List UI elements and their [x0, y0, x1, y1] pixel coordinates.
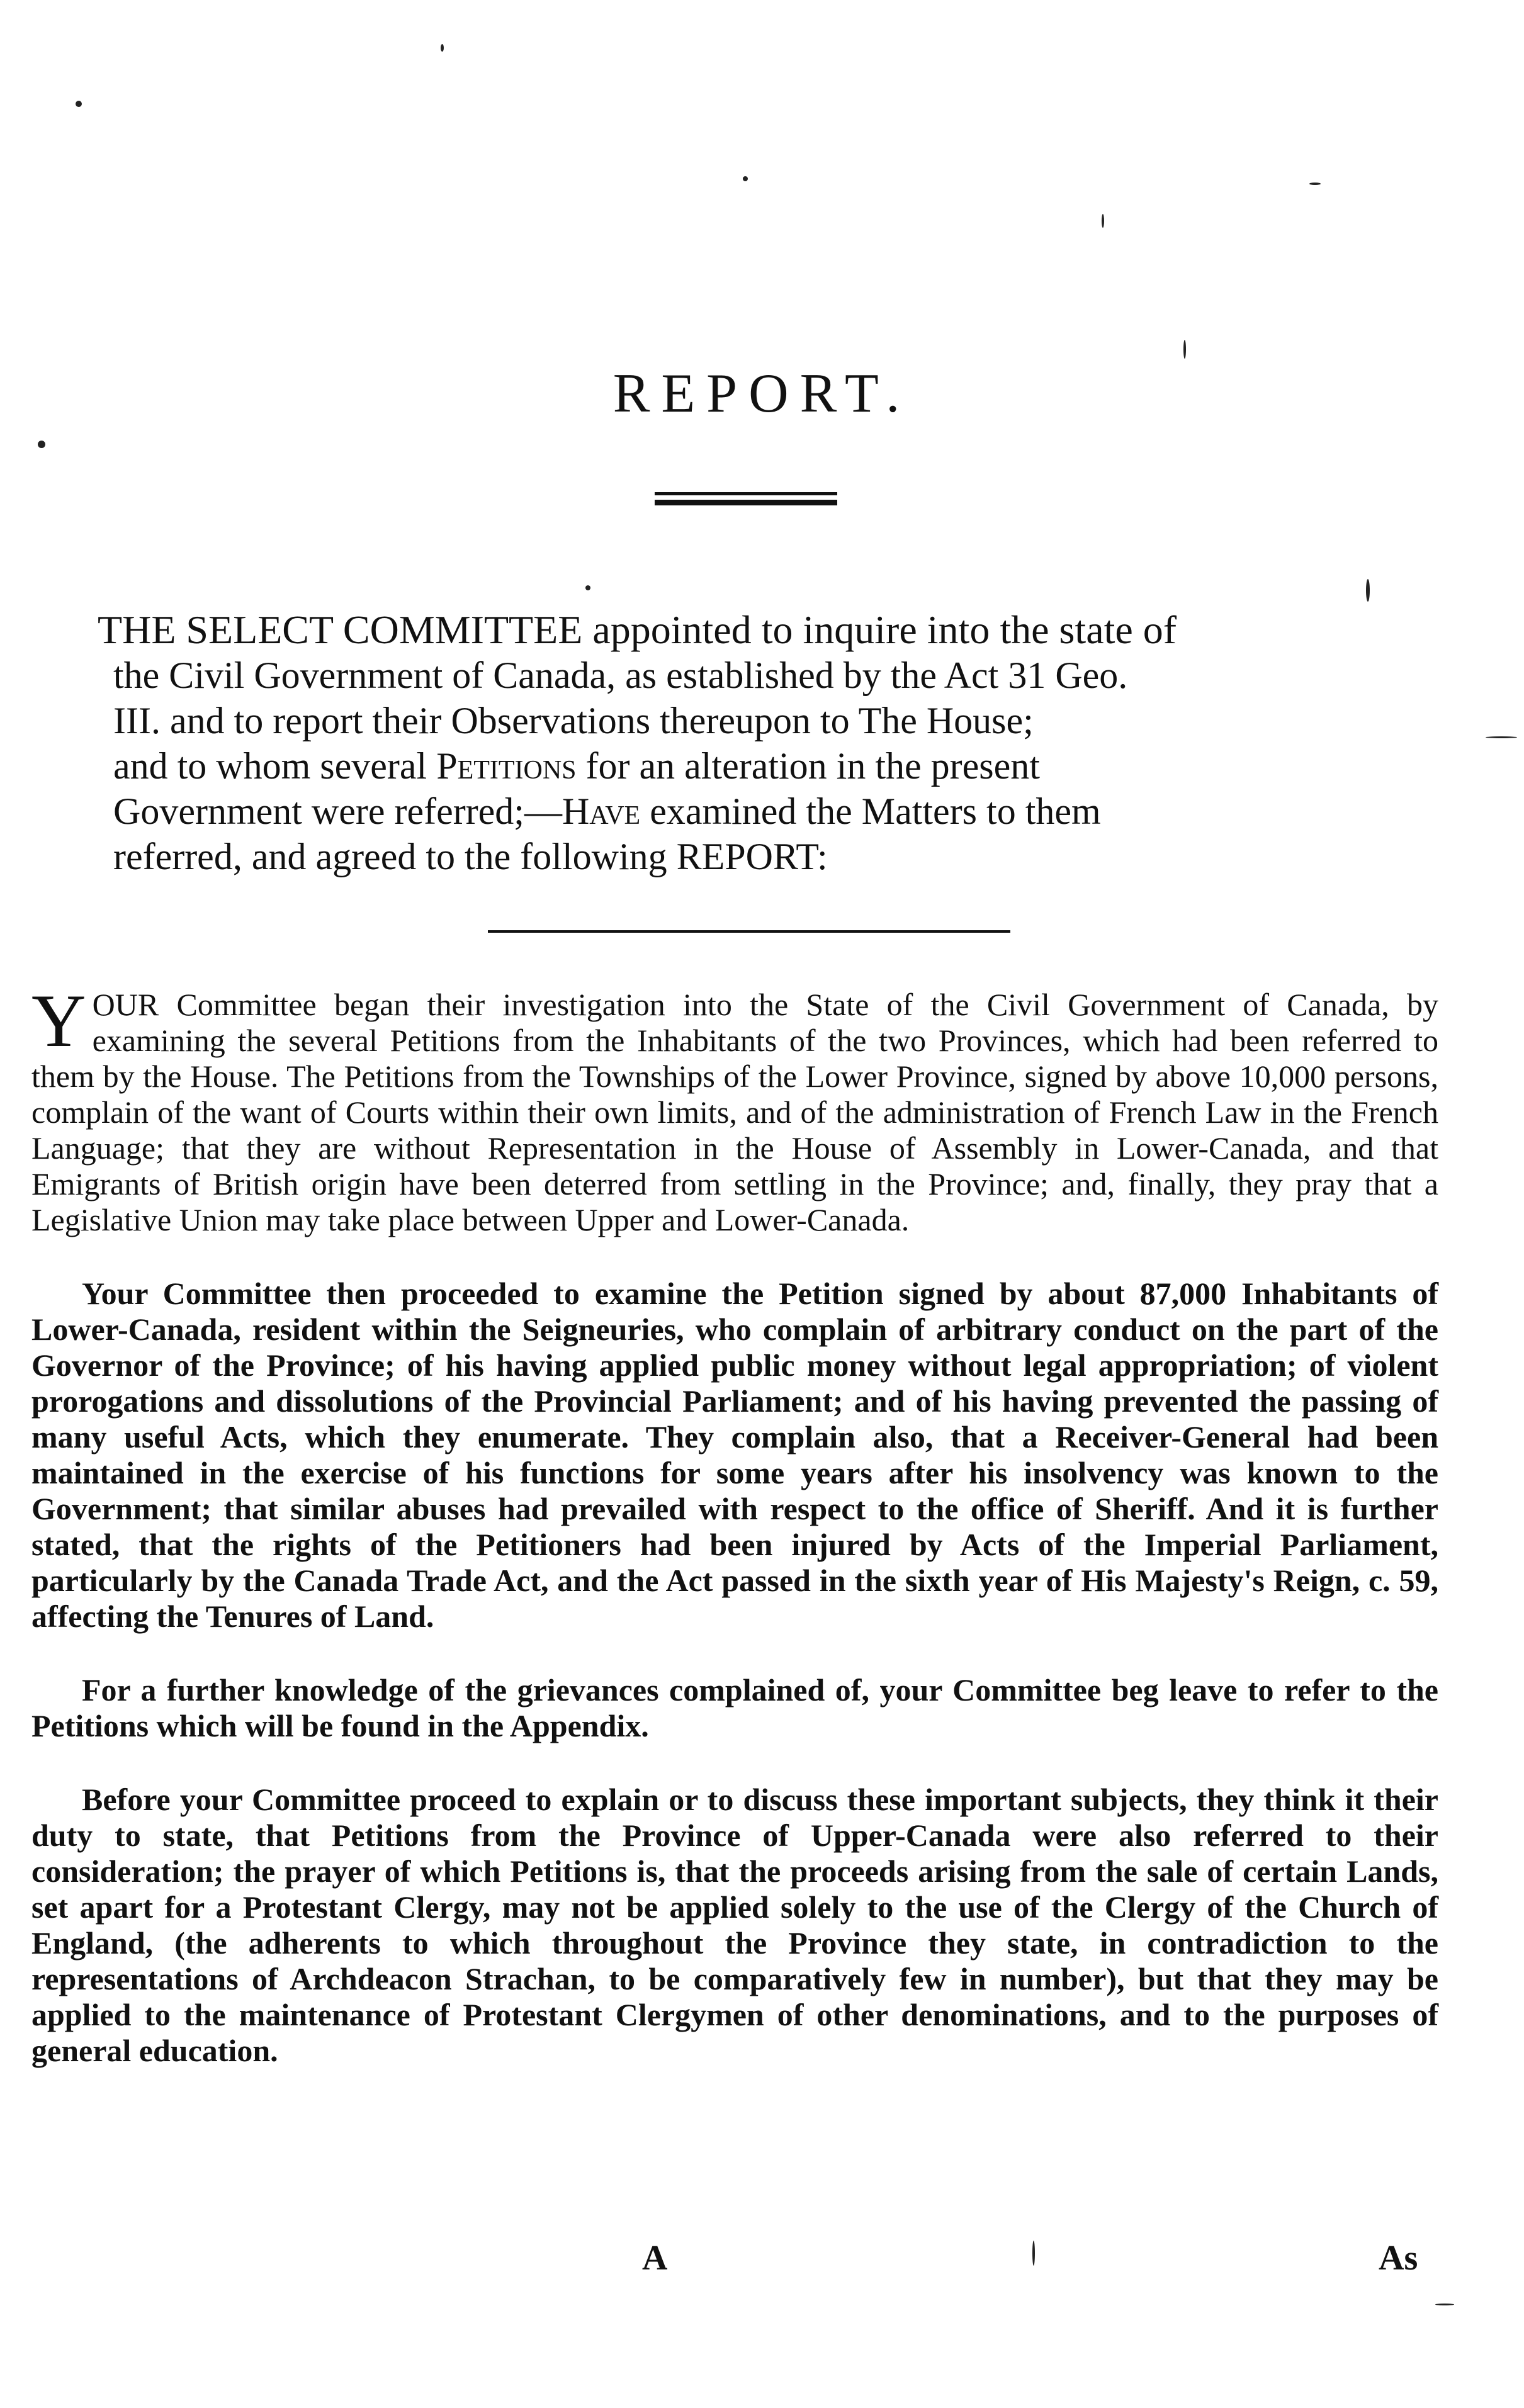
scan-speck: [76, 101, 82, 107]
scan-speck: [585, 585, 590, 590]
resolution-line: referred, and agreed to the following REPORT:: [113, 836, 828, 877]
resolution-line: III. and to report their Observations thereupon to The House;: [113, 700, 1034, 741]
catchword: As: [1379, 2239, 1418, 2278]
scan-speck: [441, 44, 444, 52]
page-title: REPORT.: [612, 363, 912, 424]
resolution-line: THE SELECT COMMITTEE appointed to inquire into the state of: [98, 607, 1177, 652]
signature-mark: A: [642, 2239, 668, 2278]
paragraph: For a further knowledge of the grievances complained of, your Committee beg leave to refer to the Petitions which will be found in the Appendix.: [31, 1672, 1438, 1743]
resolution-line: Government were referred;—Have examined the Matters to them: [113, 790, 1101, 832]
scan-speck: [1366, 579, 1370, 602]
paragraph: Your Committee then proceeded to examine the Petition signed by about 87,000 Inhabitants of Lower-Canada, resident within the Seigneuries, who complain of arbitrary conduct on the part of the Governor of the Province; of his having applied public money without legal appropriation; of violent prorogations and dissolutions of the Provincial Parliament; and of his having prevented the passing of many useful Acts, which they enumerate. They complain also, that a Receiver-General had been maintained in the exercise of his functions for some years after his insolvency was known to the Government; that similar abuses had prevailed with respect to the office of Sheriff. And it is further stated, that the rights of the Petitioners had been injured by Acts of the Imperial Parliament, particularly by the Canada Trade Act, and the Act passed in the sixth year of His Majesty's Reign, c. 59, affecting the Tenures of Land.: [31, 1276, 1438, 1634]
page-footer: [0, 2238, 1524, 2288]
committee-resolution: [98, 607, 1438, 879]
scan-speck: [1435, 2304, 1454, 2305]
scan-speck: [743, 176, 748, 181]
resolution-line: and to whom several Petitions for an alteration in the present: [113, 745, 1040, 787]
scan-speck: [1486, 736, 1517, 738]
scan-speck: [38, 441, 45, 448]
scan-speck: [1183, 340, 1186, 359]
title-double-rule: [655, 492, 837, 506]
scan-speck: [1102, 214, 1104, 228]
drop-cap: Y: [31, 979, 86, 1062]
scan-speck: [1309, 183, 1321, 185]
section-rule: [488, 930, 1010, 933]
paragraph: Before your Committee proceed to explain or to discuss these important subjects, they think it their duty to state, that Petitions from the Province of Upper-Canada were also referred to their consideration; the prayer of which Petitions is, that the proceeds arising from the sale of certain Lands, set apart for a Protestant Clergy, may not be applied solely to the use of the Clergy of the Church of England, (the adherents to which throughout the Province they state, in contradiction to the representations of Archdeacon Strachan, to be comparatively few in number), but that they may be applied to the maintenance of Protestant Clergymen of other denominations, and to the purposes of general education.: [31, 1782, 1438, 2068]
paragraph: YOUR Committee began their investigation into the State of the Civil Government of Canada, by examining the several Petitions from the Inhabitants of the two Provinces, which had been referred to them by the House. The Petitions from the Townships of the Lower Province, signed by above 10,000 persons, complain of the want of Courts within their own limits, and of the administration of French Law in the French Language; that they are without Representation in the House of Assembly in Lower-Canada, and that Emigrants of British origin have been deterred from settling in the Province; and, finally, they pray that a Legislative Union may take place between Upper and Lower-Canada.: [31, 979, 1438, 1237]
report-body: [31, 979, 1438, 2107]
resolution-line: the Civil Government of Canada, as established by the Act 31 Geo.: [113, 655, 1128, 696]
